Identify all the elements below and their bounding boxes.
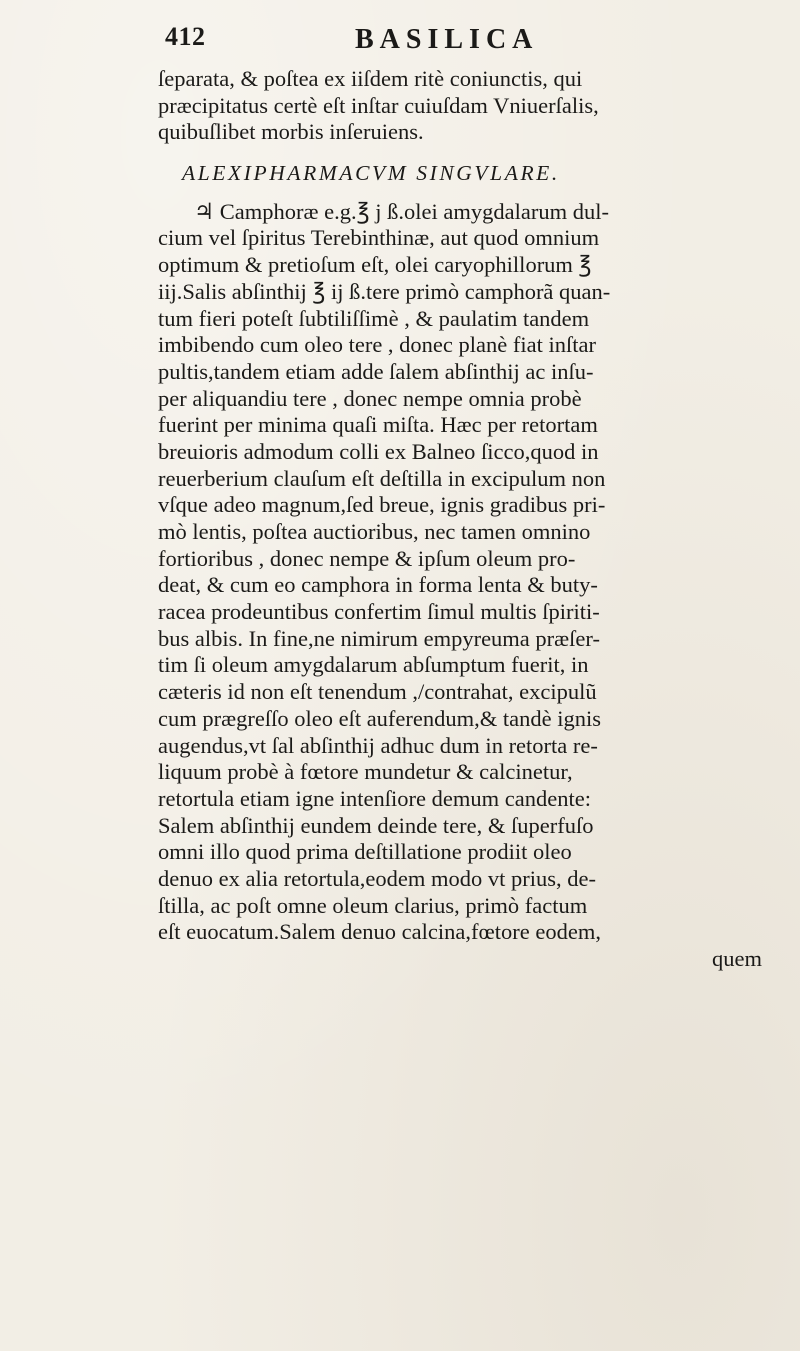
running-head: BASILICA: [355, 24, 539, 55]
text-line: bus albis. In fine,ne nimirum empyreuma præſer-: [158, 625, 600, 651]
text-line: cium vel ſpiritus Terebinthinæ, aut quod omnium: [158, 225, 600, 251]
catchword: quem: [712, 946, 762, 971]
text-line: retortula etiam igne intenſiore demum candente:: [158, 785, 591, 811]
text-line: racea prodeuntibus confertim ſimul multis ſpiriti-: [158, 599, 600, 625]
text-line: deat, & cum eo camphora in forma lenta & buty-: [158, 572, 598, 598]
text-line: fortioribus , donec nempe & ipſum oleum pro-: [158, 545, 576, 571]
text-line: imbibendo cum oleo tere , donec planè fiat inſtar: [158, 332, 596, 358]
page-number: 412: [165, 22, 206, 51]
text-line: quibuſlibet morbis inſeruiens.: [158, 119, 424, 145]
text-line: reuerberium clauſum eſt deſtilla in excipulum non: [158, 465, 606, 491]
text-line: denuo ex alia retortula,eodem modo vt prius, de-: [158, 865, 596, 891]
text-line: iij.Salis abſinthij ℥ ij ß.tere primò camphorã quan-: [158, 278, 611, 304]
text-line: eſt euocatum.Salem denuo calcina,fœtore eodem,: [158, 919, 601, 945]
text-line: mò lentis, poſtea auctioribus, nec tamen omnino: [158, 519, 591, 544]
text-line: liquum probè à fœtore mundetur & calcinetur,: [158, 759, 573, 785]
text-line: per aliquandiu tere , donec nempe omnia probè: [158, 385, 582, 411]
text-line: optimum & pretioſum eſt, olei caryophillorum ℥: [158, 252, 592, 278]
text-line: præcipitatus certè eſt inſtar cuiuſdam Vniuerſalis,: [158, 92, 599, 118]
text-line: vſque adeo magnum,ſed breue, ignis gradibus pri-: [158, 492, 606, 518]
text-line: ♃ Camphoræ e.g.℥ j ß.olei amygdalarum dul-: [194, 198, 609, 224]
text-line: fuerint per minima quaſi miſta. Hæc per retortam: [158, 412, 598, 438]
text-line: Salem abſinthij eundem deinde tere, & ſuperfuſo: [158, 812, 594, 838]
body-text: [158, 66, 798, 973]
text-line: augendus,vt ſal abſinthij adhuc dum in retorta re-: [158, 732, 598, 758]
text-line: ſeparata, & poſtea ex iiſdem ritè coniunctis, qui: [158, 66, 583, 91]
text-line: tum fieri poteſt ſubtiliſſimè , & paulatim tandem: [158, 305, 590, 331]
text-line: cum prægreſſo oleo eſt auferendum,& tandè ignis: [158, 705, 602, 731]
text-line: breuioris admodum colli ex Balneo ſicco,quod in: [158, 438, 599, 464]
text-line: tim ſi oleum amygdalarum abſumptum fuerit, in: [158, 652, 589, 678]
text-line: omni illo quod prima deſtillatione prodiit oleo: [158, 839, 572, 865]
section-heading: ALEXIPHARMACVM SINGVLARE.: [182, 161, 560, 186]
text-line: cæteris id non eſt tenendum ,/contrahat, excipulũ: [158, 679, 597, 705]
text-line: pultis,tandem etiam adde ſalem abſinthij ac inſu-: [158, 358, 594, 384]
text-line: ſtilla, ac poſt omne oleum clarius, primò factum: [158, 892, 588, 918]
page-header: [0, 18, 800, 70]
